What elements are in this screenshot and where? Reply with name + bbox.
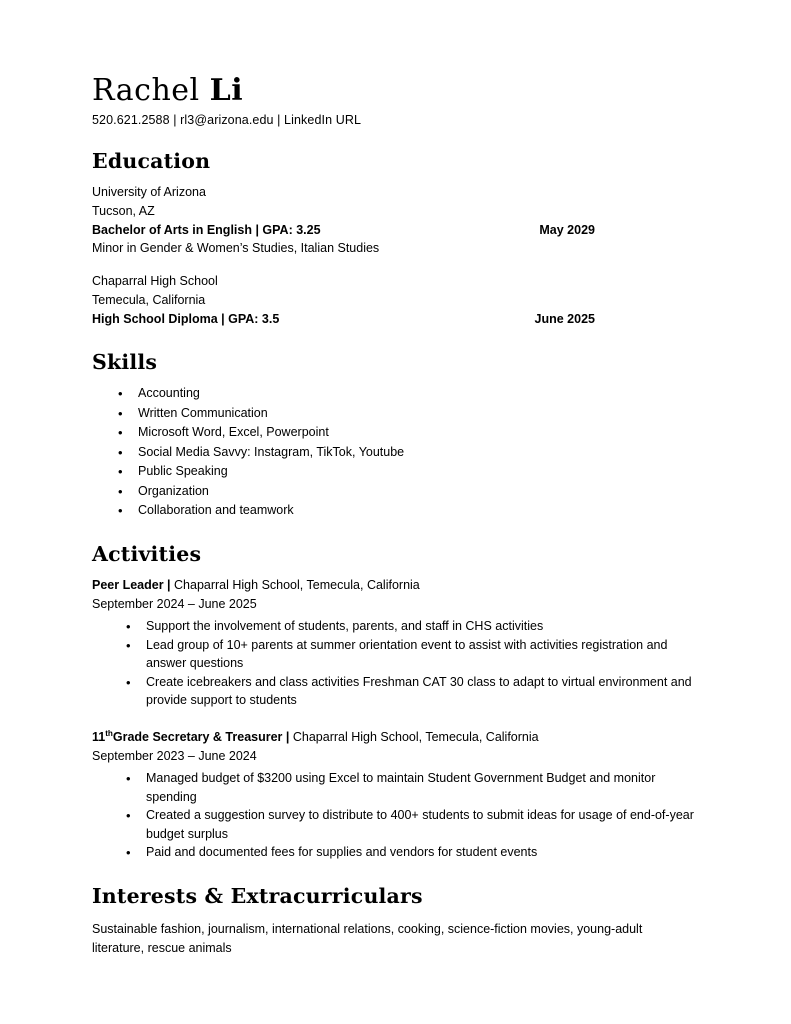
- skills-list: [84, 384, 707, 520]
- activity-role-prefix: 11: [92, 729, 106, 744]
- activity-dates: September 2024 – June 2025: [92, 596, 257, 611]
- education-date: June 2025: [534, 311, 595, 326]
- spacer: [92, 258, 707, 272]
- education-extra: Minor in Gender & Women’s Studies, Italian Studies: [92, 241, 380, 256]
- education-location: Tucson, AZ: [92, 203, 155, 218]
- first-name: Rachel: [92, 73, 210, 108]
- education-entry: [92, 272, 707, 328]
- activity-role-superscript: th: [105, 728, 113, 738]
- list-item: • Written Communication: [138, 404, 707, 423]
- education-section: [92, 183, 707, 328]
- list-item: • Collaboration and teamwork: [138, 501, 707, 520]
- list-item: • Organization: [138, 482, 707, 501]
- education-location: Temecula, California: [92, 292, 206, 307]
- list-item: • Public Speaking: [138, 462, 707, 481]
- education-school: Chaparral High School: [92, 274, 218, 288]
- education-degree: High School Diploma | GPA: 3.5: [92, 311, 280, 326]
- activity-entry: [92, 728, 707, 862]
- contact-line: 520.621.2588 | rl3@arizona.edu | LinkedIn URL: [92, 113, 361, 127]
- spacer: [92, 710, 707, 724]
- activity-role: Peer Leader |: [92, 577, 171, 592]
- list-item: • Support the involvement of students, parents, and staff in CHS activities: [146, 617, 707, 636]
- list-item: • Created a suggestion survey to distribute to 400+ students to submit ideas for usage of end-of-year budget surplus: [146, 806, 707, 843]
- activity-heading: [92, 576, 707, 595]
- list-item: • Microsoft Word, Excel, Powerpoint: [138, 423, 707, 442]
- list-item: • Lead group of 10+ parents at summer orientation event to assist with activities registration and answer questions: [146, 636, 707, 673]
- activity-role: Grade Secretary & Treasurer |: [112, 729, 290, 744]
- activity-bullets: [92, 617, 707, 710]
- last-name: Li: [209, 73, 244, 108]
- activity-org: Chaparral High School, Temecula, California: [170, 577, 420, 592]
- activity-heading: [92, 728, 707, 747]
- activity-org: Chaparral High School, Temecula, California: [289, 729, 539, 744]
- activity-entry: [92, 576, 707, 710]
- interests-text: Sustainable fashion, journalism, international relations, cooking, science-fiction movies, young-adult literature, rescue animals: [92, 921, 643, 956]
- list-item: • Managed budget of $3200 using Excel to maintain Student Government Budget and monitor spending: [146, 769, 707, 806]
- education-degree: Bachelor of Arts in English | GPA: 3.25: [92, 222, 321, 237]
- list-item: • Create icebreakers and class activities Freshman CAT 30 class to adapt to virtual environment and provide support to students: [146, 673, 707, 710]
- education-school: University of Arizona: [92, 185, 206, 199]
- activity-dates: September 2023 – June 2024: [92, 748, 257, 763]
- section-title-skills: Skills: [92, 350, 158, 375]
- education-degree-row: [92, 310, 707, 329]
- education-entry: [92, 183, 707, 258]
- skills-section: [84, 384, 707, 520]
- section-title-interests: Interests & Extracurriculars: [92, 883, 423, 908]
- list-item: • Paid and documented fees for supplies and vendors for student events: [146, 843, 707, 862]
- education-degree-row: [92, 221, 707, 240]
- activity-bullets: [92, 769, 707, 862]
- list-item: • Social Media Savvy: Instagram, TikTok, Youtube: [138, 443, 707, 462]
- section-title-education: Education: [92, 149, 211, 173]
- activities-section: [92, 576, 707, 862]
- education-date: May 2029: [539, 222, 595, 237]
- page-title: [92, 74, 707, 107]
- section-title-activities: Activities: [92, 541, 202, 566]
- interests-section: [92, 920, 707, 959]
- list-item: • Accounting: [138, 384, 707, 403]
